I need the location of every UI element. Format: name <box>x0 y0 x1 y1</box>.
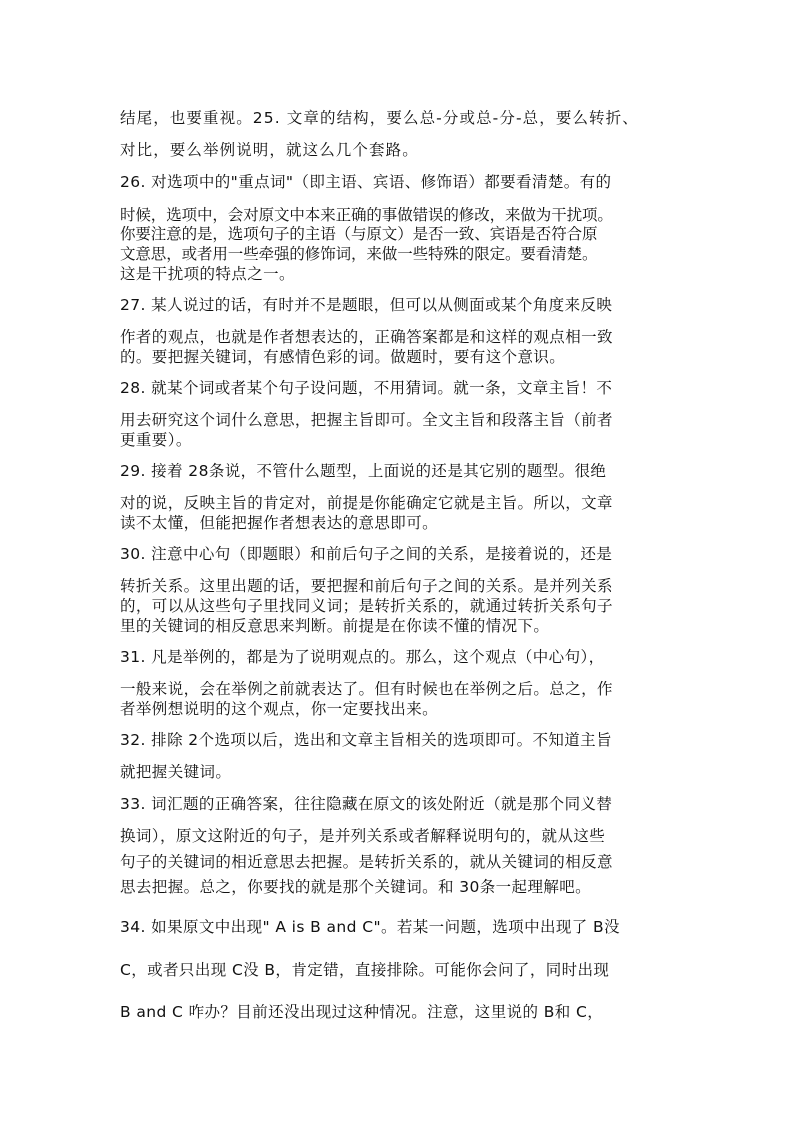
text-line: 31. 凡是举例的，都是为了说明观点的。那么，这个观点（中心句）， <box>120 648 605 666</box>
text-line: 对的说，反映主旨的肯定对，前提是你能确定它就是主旨。所以，文章 <box>120 494 613 512</box>
text-line: 思去把握。总之，你要找的就是那个关键词。和 30条一起理解吧。 <box>120 878 592 896</box>
text-line: C，或者只出现 C没 B，肯定错，直接排除。可能你会问了，同时出现 <box>120 961 610 979</box>
text-line: 29. 接着 28条说，不管什么题型，上面说的还是其它别的题型。很绝 <box>120 462 607 480</box>
text-line: 28. 就某个词或者某个句子设问题，不用猜词。就一条，文章主旨！不 <box>120 379 613 397</box>
text-line: 结尾，也要重视。25. 文章的结构，要么总-分或总-分-总，要么转折、 <box>120 109 639 127</box>
text-line: 读不太懂，但能把握作者想表达的意思即可。 <box>120 514 439 532</box>
text-line: 你要注意的是，选项句子的主语（与原文）是否一致、宾语是否符合原 <box>120 225 598 243</box>
text-line: 的，可以从这些句子里找同义词；是转折关系的，就通过转折关系句子 <box>120 597 613 615</box>
text-line: 时候，选项中，会对原文中本来正确的事做错误的修改，来做为干扰项。 <box>120 206 613 224</box>
text-line: 里的关键词的相反意思来判断。前提是在你读不懂的情况下。 <box>120 617 550 635</box>
text-line: 26. 对选项中的"重点词"（即主语、宾语、修饰语）都要看清楚。有的 <box>120 173 612 191</box>
text-line: B and C 咋办？目前还没出现过这种情况。注意，这里说的 B和 C， <box>120 1003 604 1021</box>
text-line: 更重要）。 <box>120 431 192 449</box>
text-line: 33. 词汇题的正确答案，往往隐藏在原文的该处附近（就是那个同义替 <box>120 795 613 813</box>
text-line: 的。要把握关键词，有感情色彩的词。做题时，要有这个意识。 <box>120 348 566 366</box>
text-line: 这是干扰项的特点之一。 <box>120 265 295 283</box>
text-line: 34. 如果原文中出现" A is B and C"。若某一问题，选项中出现了 B没 <box>120 918 620 936</box>
text-line: 文意思，或者用一些牵强的修饰词，来做一些特殊的限定。要看清楚。 <box>120 245 598 263</box>
text-line: 句子的关键词的相近意思去把握。是转折关系的，就从关键词的相反意 <box>120 853 613 871</box>
text-line: 一般来说，会在举例之前就表达了。但有时候也在举例之后。总之，作 <box>120 680 613 698</box>
text-line: 32. 排除 2个选项以后，选出和文章主旨相关的选项即可。不知道主旨 <box>120 731 612 749</box>
text-line: 27. 某人说过的话，有时并不是题眼，但可以从侧面或某个角度来反映 <box>120 296 613 314</box>
text-line: 30. 注意中心句（即题眼）和前后句子之间的关系，是接着说的，还是 <box>120 545 613 563</box>
text-line: 作者的观点，也就是作者想表达的，正确答案都是和这样的观点相一致 <box>120 328 613 346</box>
text-line: 就把握关键词。 <box>120 763 232 781</box>
text-line: 转折关系。这里出题的话，要把握和前后句子之间的关系。是并列关系 <box>120 577 613 595</box>
text-line: 对比，要么举例说明，就这么几个套路。 <box>120 141 419 159</box>
text-line: 者举例想说明的这个观点，你一定要找出来。 <box>120 700 439 718</box>
text-line: 用去研究这个词什么意思，把握主旨即可。全文主旨和段落主旨（前者 <box>120 411 613 429</box>
text-line: 换词），原文这附近的句子，是并列关系或者解释说明句的，就从这些 <box>120 827 606 845</box>
